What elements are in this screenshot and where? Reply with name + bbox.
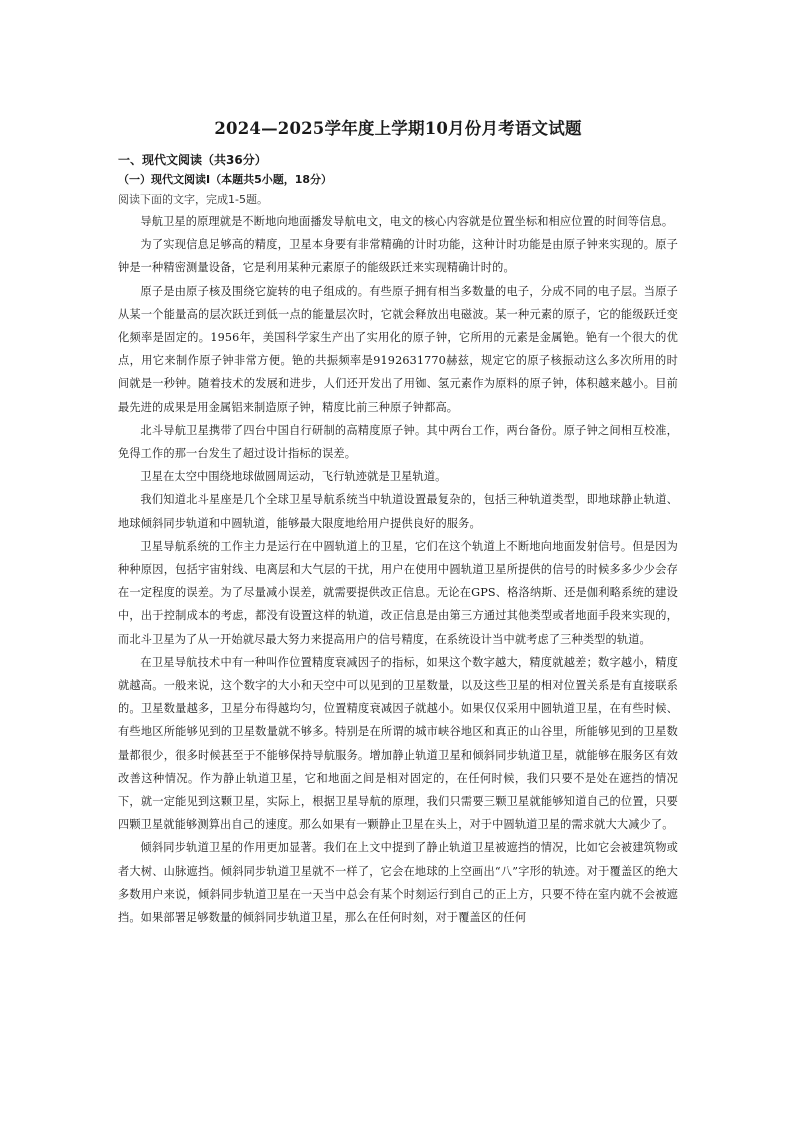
exam-page xyxy=(118,108,678,929)
subsection-heading: （一）现代文阅读Ⅰ（本题共5小题，18分） xyxy=(118,173,333,186)
paragraph: 在卫星导航技术中有一种叫作位置精度衰减因子的指标，如果这个数字越大，精度就越差；数字越小，精度就越高。一般来说，这个数字的大小和天空中可以见到的卫星数量，以及这些卫星的相对位置关系是有直接联系的。卫星数量越多，卫星分布得越均匀，位置精度衰减因子就越小。如果仅仅采用中圆轨道卫星，在有些时候、有些地区所能够见到的卫星数量就不够多。特别是在所谓的城市峡谷地区和真正的山谷里，所能够见到的卫星数量都很少，很多时候甚至于不能够保持导航服务。增加静止轨道卫星和倾斜同步轨道卫星，就能够在服务区有效改善这种情况。作为静止轨道卫星，它和地面之间是相对固定的，在任何时候，我们只要不是处在遮挡的情况下，就一定能见到这颗卫星，实际上，根据卫星导航的原理，我们只需要三颗卫星就能够知道自己的位置，只要四颗卫星就能够测算出自己的速度。那么如果有一颗静止卫星在头上，对于中圆轨道卫星的需求就大大减少了。 xyxy=(118,655,678,832)
paragraph: 为了实现信息足够高的精度，卫星本身要有非常精确的计时功能，这种计时功能是由原子钟来实现的。原子钟是一种精密测量设备，它是利用某种元素原子的能级跃迁来实现精确计时的。 xyxy=(118,238,678,275)
paragraph: 我们知道北斗星座是几个全球卫星导航系统当中轨道设置最复杂的，包括三种轨道类型，即地球静止轨道、地球倾斜同步轨道和中圆轨道，能够最大限度地给用户提供良好的服务。 xyxy=(118,493,678,530)
paragraph: 卫星导航系统的工作主力是运行在中圆轨道上的卫星，它们在这个轨道上不断地向地面发射信号。但是因为种种原因，包括宇宙射线、电离层和大气层的干扰，用户在使用中圆轨道卫星所提供的信号的时候多多少少会存在一定程度的误差。为了尽量减小误差，就需要提供改正信息。无论在GPS、格洛纳斯、还是伽利略系统的建设中，出于控制成本的考虑，都没有设置这样的轨道，改正信息是由第三方通过其他类型或者地面手段来实现的，而北斗卫星为了从一开始就尽最大努力来提高用户的信号精度，在系统设计当中就考虑了三种类型的轨道。 xyxy=(118,539,678,646)
exam-title: 2024—2025学年度上学期10月份月考语文试题 xyxy=(214,119,582,138)
paragraph: 北斗导航卫星携带了四台中国自行研制的高精度原子钟。其中两台工作，两台备份。原子钟之间相互校准，免得工作的那一台发生了超过设计指标的误差。 xyxy=(118,423,678,461)
reading-instruction: 阅读下面的文字，完成1-5题。 xyxy=(118,193,268,206)
paragraph: 卫星在太空中围绕地球做圆周运动，飞行轨迹就是卫星轨道。 xyxy=(140,470,447,484)
paragraph: 倾斜同步轨道卫星的作用更加显著。我们在上文中提到了静止轨道卫星被遮挡的情况，比如它会被建筑物或者大树、山脉遮挡。倾斜同步轨道卫星就不一样了，它会在地球的上空画出“八”字形的轨迹。对于覆盖区的绝大多数用户来说，倾斜同步轨道卫星在一天当中总会有某个时刻运行到自己的正上方，只要不待在室内就不会被遮挡。如果部署足够数量的倾斜同步轨道卫星，那么在任何时刻，对于覆盖区的任何 xyxy=(118,841,678,925)
paragraph: 导航卫星的原理就是不断地向地面播发导航电文，电文的核心内容就是位置坐标和相应位置的时间等信息。 xyxy=(140,215,674,228)
paragraph: 原子是由原子核及围绕它旋转的电子组成的。有些原子拥有相当多数量的电子，分成不同的电子层。当原子从某一个能量高的层次跃迁到低一点的能量层次时，它就会释放出电磁波。某一种元素的原子，它的能级跃迁变化频率是固定的。1956年，美国科学家生产出了实用化的原子钟，它所用的元素是金属铯。铯有一个很大的优点，用它来制作原子钟非常方便。铯的共振频率是9192631770赫兹，规定它的原子核振动这么多次所用的时间就是一秒钟。随着技术的发展和进步，人们还开发出了用铷、氢元素作为原料的原子钟，体积越来越小。目前最先进的成果是用金属铝来制造原子钟，精度比前三种原子钟都高。 xyxy=(118,284,678,414)
section-heading: 一、现代文阅读（共36分） xyxy=(118,153,267,167)
